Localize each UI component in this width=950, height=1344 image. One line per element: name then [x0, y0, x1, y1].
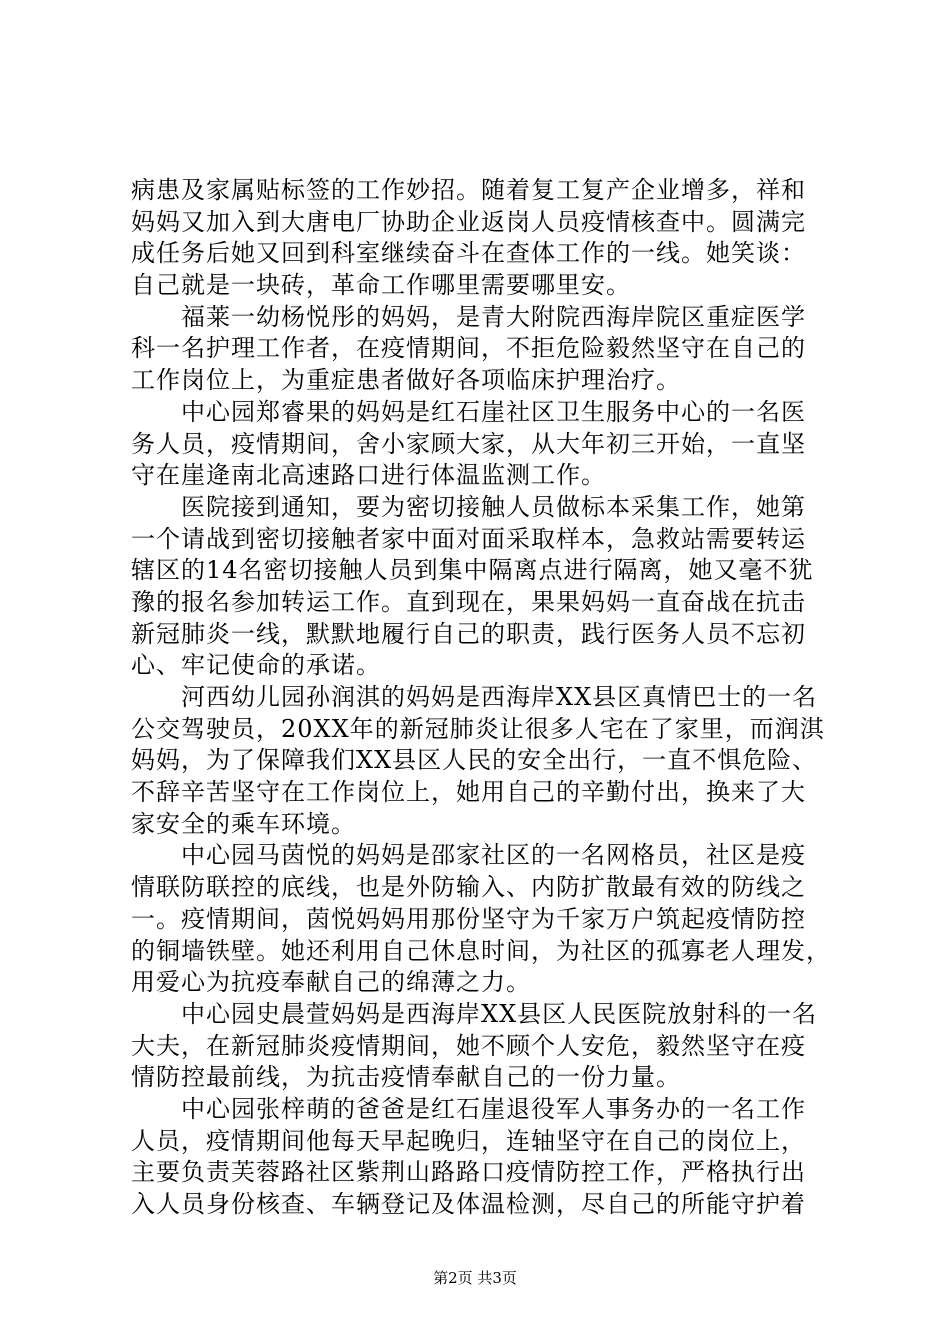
- text-line: 一个请战到密切接触者家中面对面采取样本，急救站需要转运: [131, 524, 806, 553]
- text-line: 一。疫情期间，茵悦妈妈用那份坚守为千家万户筑起疫情防控: [131, 904, 806, 933]
- text-line: 情联防联控的底线，也是外防输入、内防扩散最有效的防线之: [131, 873, 806, 902]
- text-line: 中心园郑睿果的妈妈是红石崖社区卫生服务中心的一名医: [131, 397, 806, 426]
- text-line: 成任务后她又回到科室继续奋斗在查体工作的一线。她笑谈：: [131, 239, 806, 268]
- text-line: 情防控最前线，为抗击疫情奉献自己的一份力量。: [131, 1063, 681, 1092]
- text-line: 新冠肺炎一线，默默地履行自己的职责，践行医务人员不忘初: [131, 619, 806, 648]
- text-line: 自己就是一块砖，革命工作哪里需要哪里安。: [131, 271, 631, 300]
- text-line: 心、牢记使命的承诺。: [131, 651, 381, 680]
- text-line: 守在崖逄南北高速路口进行体温监测工作。: [131, 461, 606, 490]
- page-number-footer: 第2页 共3页: [433, 1269, 517, 1287]
- text-line: 中心园马茵悦的妈妈是邵家社区的一名网格员，社区是疫: [131, 841, 806, 870]
- text-line: 病患及家属贴标签的工作妙招。随着复工复产企业增多，祥和: [131, 176, 806, 204]
- text-line: 妈妈又加入到大唐电厂协助企业返岗人员疫情核查中。圆满完: [131, 207, 806, 236]
- text-line: 福莱一幼杨悦彤的妈妈，是青大附院西海岸院区重症医学: [131, 302, 806, 331]
- text-line: 中心园张梓萌的爸爸是红石崖退役军人事务办的一名工作: [131, 1094, 806, 1123]
- text-line: 辖区的14名密切接触人员到集中隔离点进行隔离，她又毫不犹: [131, 556, 814, 585]
- text-line: 不辞辛苦坚守在工作岗位上，她用自己的辛勤付出，换来了大: [131, 778, 806, 807]
- text-line: 医院接到通知，要为密切接触人员做标本采集工作，她第: [131, 492, 806, 521]
- text-line: 的铜墙铁壁。她还利用自己休息时间，为社区的孤寡老人理发，: [131, 936, 831, 965]
- text-line: 大夫，在新冠肺炎疫情期间，她不顾个人安危，毅然坚守在疫: [131, 1031, 806, 1060]
- text-line: 科一名护理工作者，在疫情期间，不拒危险毅然坚守在自己的: [131, 334, 806, 363]
- text-line: 公交驾驶员，20XX年的新冠肺炎让很多人宅在了家里，而润淇: [131, 714, 825, 743]
- text-line: 中心园史晨萱妈妈是西海岸XX县区人民医院放射科的一名: [131, 999, 818, 1028]
- text-line: 河西幼儿园孙润淇的妈妈是西海岸XX县区真情巴士的一名: [131, 683, 818, 711]
- text-line: 家安全的乘车环境。: [131, 809, 356, 838]
- text-line: 人员，疫情期间他每天早起晚归，连轴坚守在自己的岗位上，: [131, 1126, 806, 1155]
- text-line: 主要负责芙蓉路社区紫荆山路路口疫情防控工作，严格执行出: [131, 1158, 806, 1187]
- text-line: 务人员，疫情期间，舍小家顾大家，从大年初三开始，一直坚: [131, 429, 806, 458]
- text-line: 用爱心为抗疫奉献自己的绵薄之力。: [131, 968, 531, 997]
- body-text: [131, 175, 831, 1221]
- text-line: 妈妈，为了保障我们XX县区人民的安全出行，一直不惧危险、: [131, 746, 818, 775]
- text-line: 入人员身份核查、车辆登记及体温检测，尽自己的所能守护着: [131, 1190, 806, 1218]
- text-line: 豫的报名参加转运工作。直到现在，果果妈妈一直奋战在抗击: [131, 587, 806, 616]
- text-line: 工作岗位上，为重症患者做好各项临床护理治疗。: [131, 366, 681, 395]
